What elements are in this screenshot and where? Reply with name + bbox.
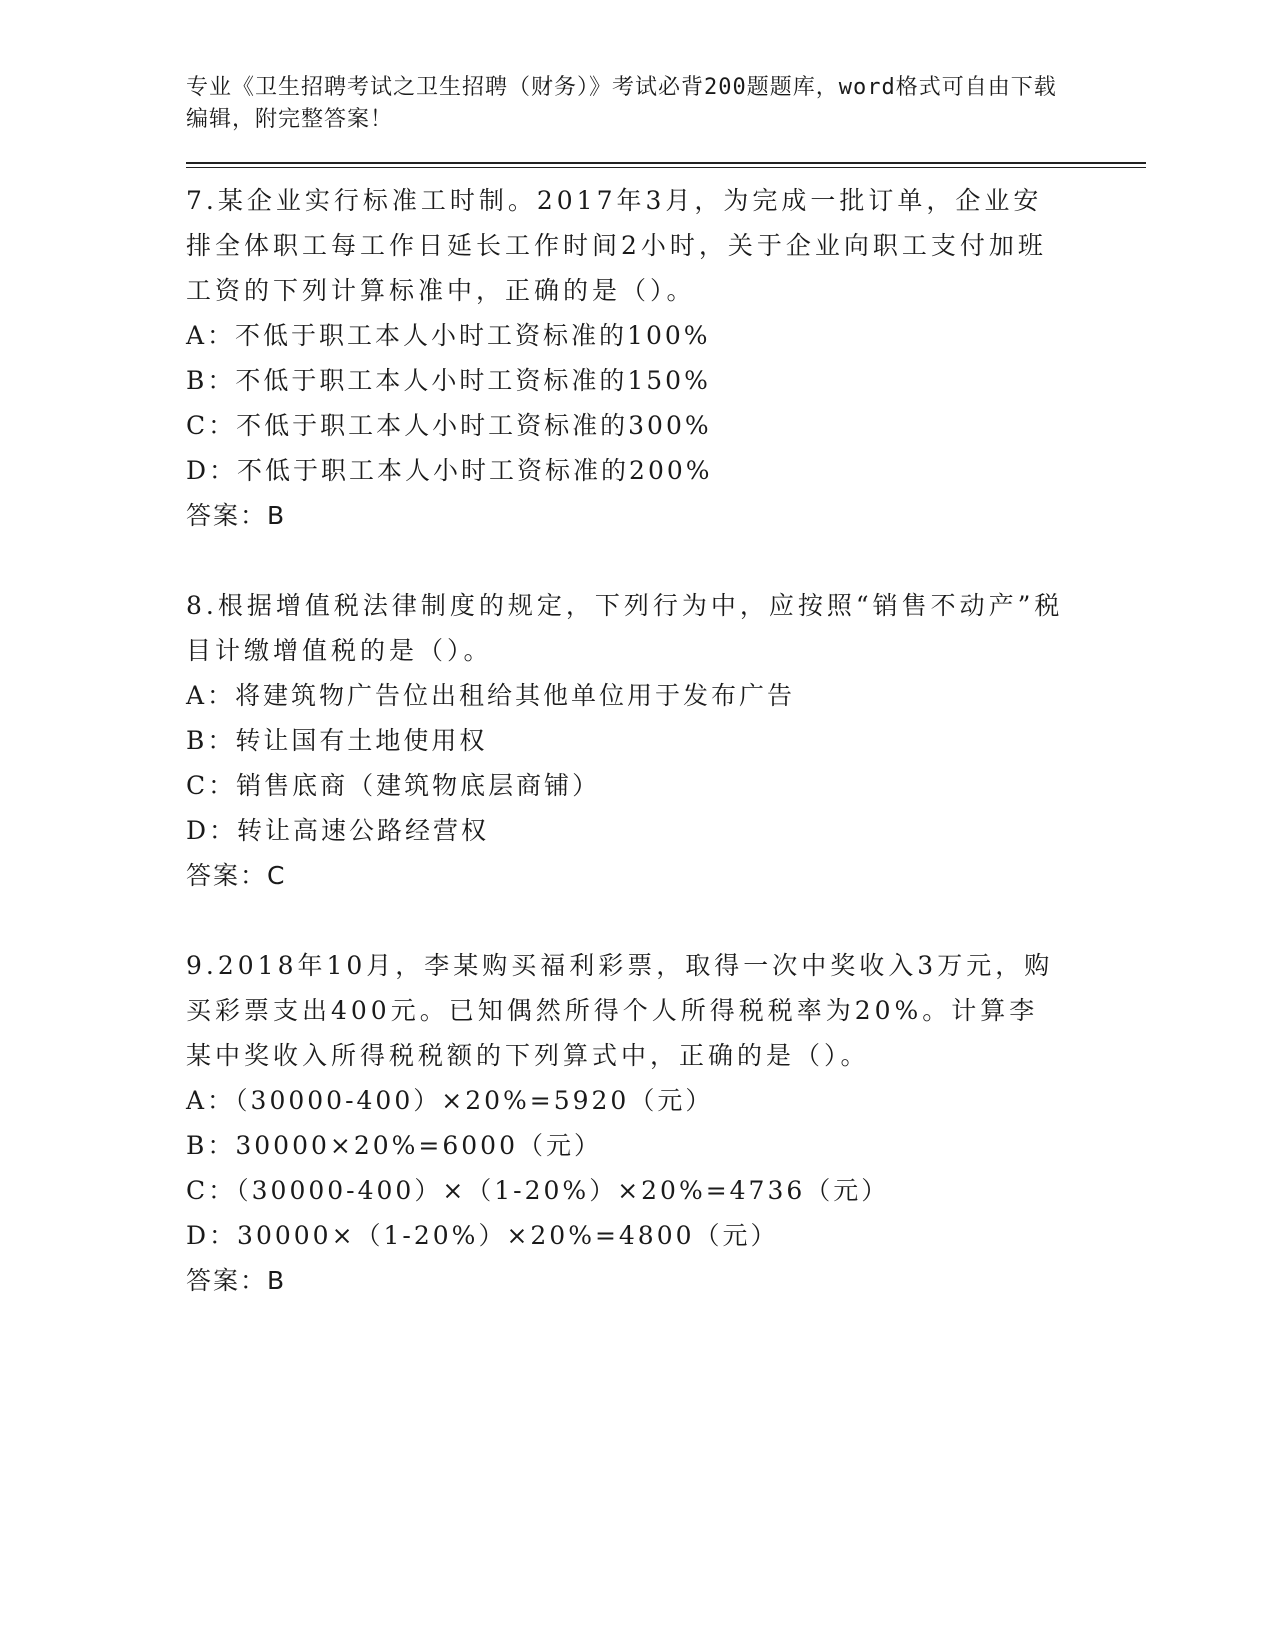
document-page	[186, 72, 1146, 1303]
question-stem: 7.某企业实行标准工时制。2017年3月，为完成一批订单，企业安排全体职工每工作日延长工作时间2小时，关于企业向职工支付加班工资的下列计算标准中，正确的是（）。	[186, 186, 1047, 305]
answer-line: 答案：B	[186, 1266, 287, 1295]
question-spacer	[186, 898, 1146, 943]
question-9	[186, 943, 1146, 1303]
option-c: C：销售底商（建筑物底层商铺）	[186, 771, 601, 800]
document-header: 专业《卫生招聘考试之卫生招聘（财务）》考试必背200题题库，word格式可自由下载编辑，附完整答案！	[186, 75, 1057, 132]
option-b: B：转让国有土地使用权	[186, 726, 488, 755]
option-d: D：转让高速公路经营权	[186, 816, 490, 845]
option-a: A：不低于职工本人小时工资标准的100%	[186, 321, 711, 350]
question-8	[186, 583, 1146, 898]
option-c: C：不低于职工本人小时工资标准的300%	[186, 411, 712, 440]
question-7	[186, 178, 1146, 538]
option-a: A：将建筑物广告位出租给其他单位用于发布广告	[186, 681, 796, 710]
option-b: B：不低于职工本人小时工资标准的150%	[186, 366, 711, 395]
option-c: C：（30000-400）×（1-20%）×20%=4736（元）	[186, 1176, 890, 1205]
option-d: D：不低于职工本人小时工资标准的200%	[186, 456, 713, 485]
option-d: D：30000×（1-20%）×20%=4800（元）	[186, 1221, 779, 1250]
question-stem: 8.根据增值税法律制度的规定，下列行为中，应按照“销售不动产”税目计缴增值税的是（）。	[186, 591, 1064, 665]
answer-line: 答案：B	[186, 501, 287, 530]
option-b: B：30000×20%=6000（元）	[186, 1131, 602, 1160]
question-spacer	[186, 538, 1146, 583]
answer-line: 答案：C	[186, 861, 287, 890]
header-divider	[186, 162, 1146, 168]
option-a: A：（30000-400）×20%=5920（元）	[186, 1086, 714, 1115]
question-stem: 9.2018年10月，李某购买福利彩票，取得一次中奖收入3万元，购买彩票支出400元。已知偶然所得个人所得税税率为20%。计算李某中奖收入所得税税额的下列算式中，正确的是（）。	[186, 951, 1054, 1070]
